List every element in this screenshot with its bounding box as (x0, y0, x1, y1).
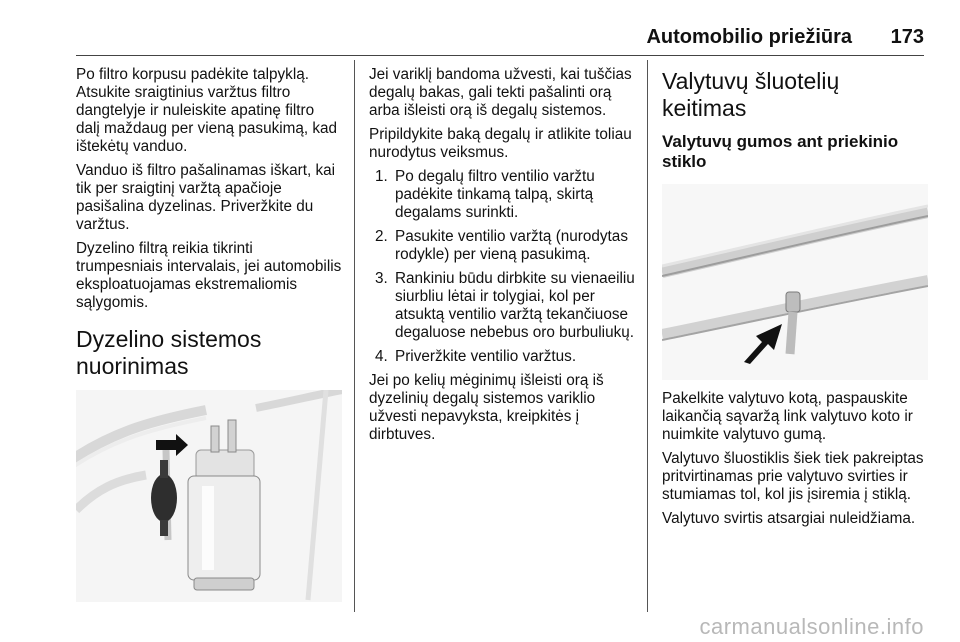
step-number: 2. (375, 228, 388, 245)
column-right (662, 66, 928, 534)
section-heading: Dyzelino sistemos nuorinimas (76, 326, 262, 379)
step-text: Priveržkite ventilio varžtus. (395, 348, 577, 365)
page-header (0, 0, 960, 56)
subsection-heading: Valytuvų gumos ant priekinio stiklo (662, 132, 899, 171)
paragraph: Jei po kelių mėginimų išleisti orą iš dyzelinių degalų sistemos variklio užvesti nepavyksta, kreipkitės į dirbtuves. (369, 372, 604, 443)
column-divider-left (354, 60, 355, 612)
step-text: Pasukite ventilio varžtą (nurodytas rodykle) per vieną pasukimą. (395, 228, 628, 263)
column-middle (369, 66, 635, 450)
paragraph: Jei variklį bandoma užvesti, kai tuščias degalų bakas, gali tekti pašalinti orą arba išleisti orą iš degalų sistemos. (369, 66, 632, 119)
paragraph: Dyzelino filtrą reikia tikrinti trumpesniais intervalais, jei automobilis eksploatuojamas ekstremaliomis sąlygomis. (76, 240, 342, 311)
list-item (369, 270, 635, 342)
watermark: carmanualsonline.info (699, 614, 924, 639)
paragraph: Pripildykite baką degalų ir atlikite toliau nurodytus veiksmus. (369, 126, 632, 161)
step-number: 4. (375, 348, 388, 365)
paragraph: Vanduo iš filtro pašalinamas iškart, kai tik per sraigtinį varžtą apačioje pasišalina dyzelinas. Priveržkite du varžtus. (76, 162, 336, 233)
section-title: Automobilio priežiūra (646, 26, 852, 48)
paragraph: Po filtro korpusu padėkite talpyklą. Atsukite sraigtinius varžtus filtro dangtelyje ir nuleiskite apatinę filtro dalį maždaug per vieną pasukimą, kad ištekėtų vanduo. (76, 66, 338, 155)
step-text: Rankiniu būdu dirbkite su vienaeiliu siurbliu lėtai ir tolygiai, kol per atsuktą ventilio varžtą tekančiuose degaluose nebebus oro burbuliukų. (395, 270, 635, 341)
page-number: 173 (890, 26, 924, 48)
list-item (369, 228, 635, 264)
wiper-blade-illustration (662, 184, 928, 380)
list-item (369, 348, 635, 366)
list-item (369, 168, 635, 222)
column-left (76, 66, 342, 602)
section-heading: Valytuvų šluotelių keitimas (662, 68, 840, 121)
paragraph: Pakelkite valytuvo kotą, paspauskite laikančią sąvaržą link valytuvo koto ir nuimkite valytuvo gumą. (662, 390, 913, 443)
step-number: 1. (375, 168, 388, 185)
column-divider-right (647, 60, 648, 612)
header-rule (76, 55, 924, 56)
paragraph: Valytuvo šluostiklis šiek tiek pakreiptas pritvirtinamas prie valytuvo svirties ir stumiamas tol, kol jis įsiremia į stiklą. (662, 450, 924, 503)
step-number: 3. (375, 270, 388, 287)
step-list (369, 168, 635, 366)
fuel-filter-illustration (76, 390, 342, 602)
paragraph: Valytuvo svirtis atsargiai nuleidžiama. (662, 510, 916, 527)
step-text: Po degalų filtro ventilio varžtu padėkite tinkamą talpą, skirtą degalams surinkti. (395, 168, 595, 221)
